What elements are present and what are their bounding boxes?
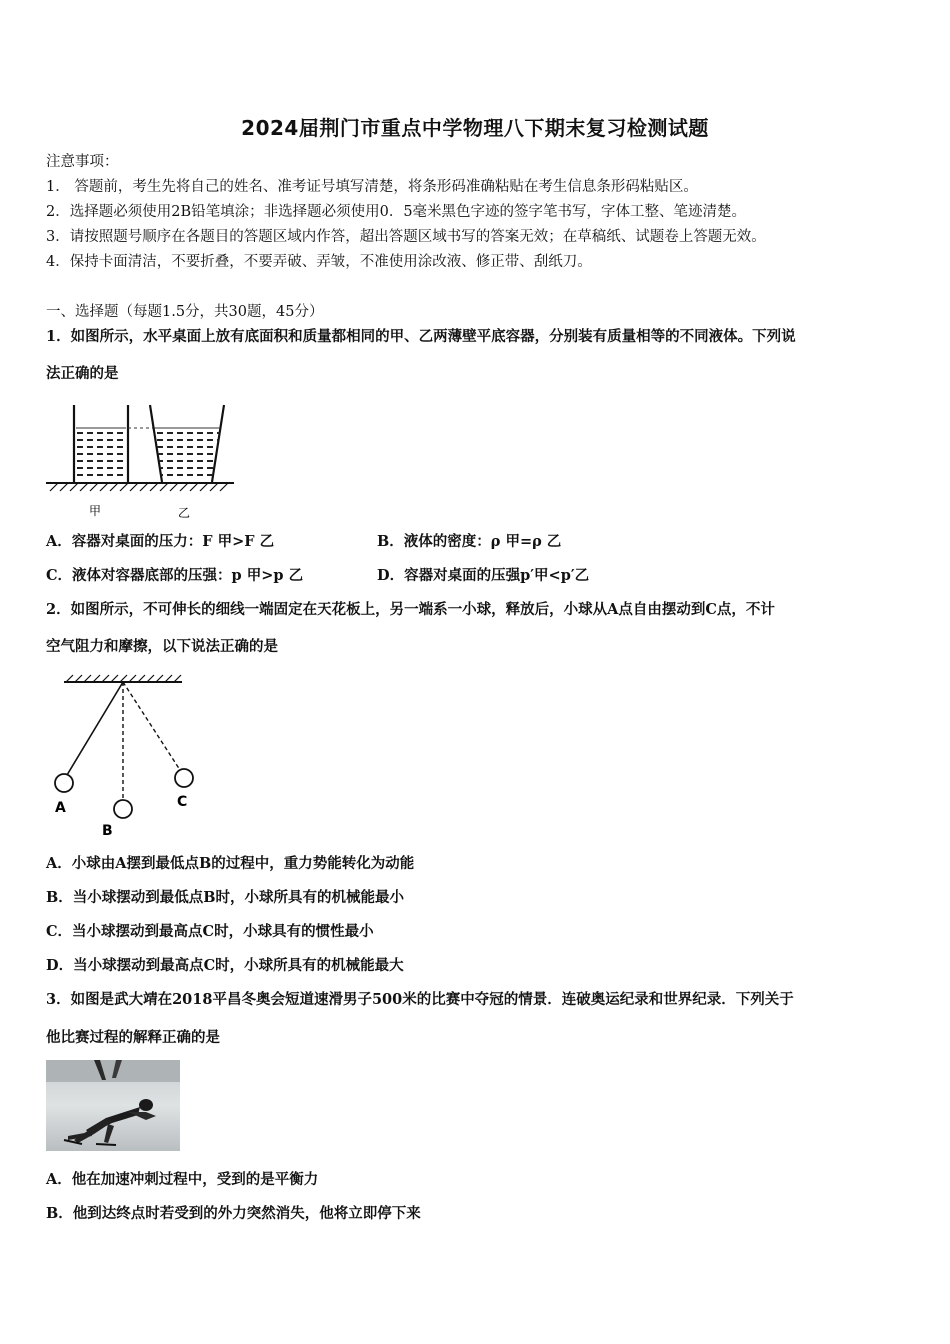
liquid-jia [76,429,126,480]
label-yi: 乙 [178,506,191,520]
q1-option-d[interactable]: D．容器对桌面的压强p′甲<p′乙 [377,567,590,584]
q2-stem-cont: 空气阻力和摩擦，以下说法正确的是 [46,638,278,655]
q2-pendulum-figure [44,672,194,842]
notice-item: 4．保持卡面清洁，不要折叠，不要弄破、弄皱，不准使用涂改液、修正带、刮纸刀。 [46,254,592,270]
string-a [67,682,123,775]
q1-option-a[interactable]: A．容器对桌面的压力：F 甲>F 乙 [46,533,275,550]
label-a: A [55,800,66,816]
q2-option-c[interactable]: C．当小球摆动到最高点C时，小球具有的惯性最小 [46,923,374,940]
label-c: C [177,794,188,810]
label-jia: 甲 [89,504,102,518]
q3-option-a[interactable]: A．他在加速冲刺过程中，受到的是平衡力 [46,1171,319,1188]
q1-option-b[interactable]: B．液体的密度：ρ 甲=ρ 乙 [377,533,562,550]
ball-c [175,769,193,787]
q1-option-c[interactable]: C．液体对容器底部的压强：p 甲>p 乙 [46,567,304,584]
string-c [123,682,180,770]
q2-option-b[interactable]: B．当小球摆动到最低点B时，小球所具有的机械能最小 [46,889,405,906]
label-b: B [102,823,113,839]
notice-heading: 注意事项： [46,154,119,170]
liquid-yi [154,429,220,480]
ball-b [114,800,132,818]
q3-option-b[interactable]: B．他到达终点时若受到的外力突然消失，他将立即停下来 [46,1205,421,1222]
q3-skater-photo [46,1060,180,1151]
q1-stem: 1．如图所示，水平桌面上放有底面积和质量都相同的甲、乙两薄壁平底容器，分别装有质量相等的不同液体。下列说 [46,328,796,345]
section-heading: 一、选择题（每题1.5分，共30题，45分） [46,304,324,320]
notice-item: 2．选择题必须使用2B铅笔填涂；非选择题必须使用0．5毫米黑色字迹的签字笔书写，字体工整、笔迹清楚。 [46,204,747,220]
q2-option-a[interactable]: A．小球由A摆到最低点B的过程中，重力势能转化为动能 [46,855,415,872]
q3-stem: 3．如图是武大靖在2018平昌冬奥会短道速滑男子500米的比赛中夺冠的情景．连破奥运纪录和世界纪录．下列关于 [46,991,794,1008]
ball-a [55,774,73,792]
notice-item: 1． 答题前，考生先将自己的姓名、准考证号填写清楚，将条形码准确粘贴在考生信息条形码粘贴区。 [46,179,698,195]
q2-option-d[interactable]: D．当小球摆动到最高点C时，小球所具有的机械能最大 [46,957,404,974]
q2-stem: 2．如图所示，不可伸长的细线一端固定在天花板上，另一端系一小球，释放后，小球从A点自由摆动到C点，不计 [46,601,775,618]
q3-stem-cont: 他比赛过程的解释正确的是 [46,1029,220,1046]
q1-stem-cont: 法正确的是 [46,365,119,382]
page-title: 2024届荆门市重点中学物理八下期末复习检测试题 [241,116,709,140]
notice-item: 3．请按照题号顺序在各题目的答题区域内作答，超出答题区域书写的答案无效；在草稿纸、试题卷上答题无效。 [46,229,766,245]
q1-containers-figure [46,402,241,520]
